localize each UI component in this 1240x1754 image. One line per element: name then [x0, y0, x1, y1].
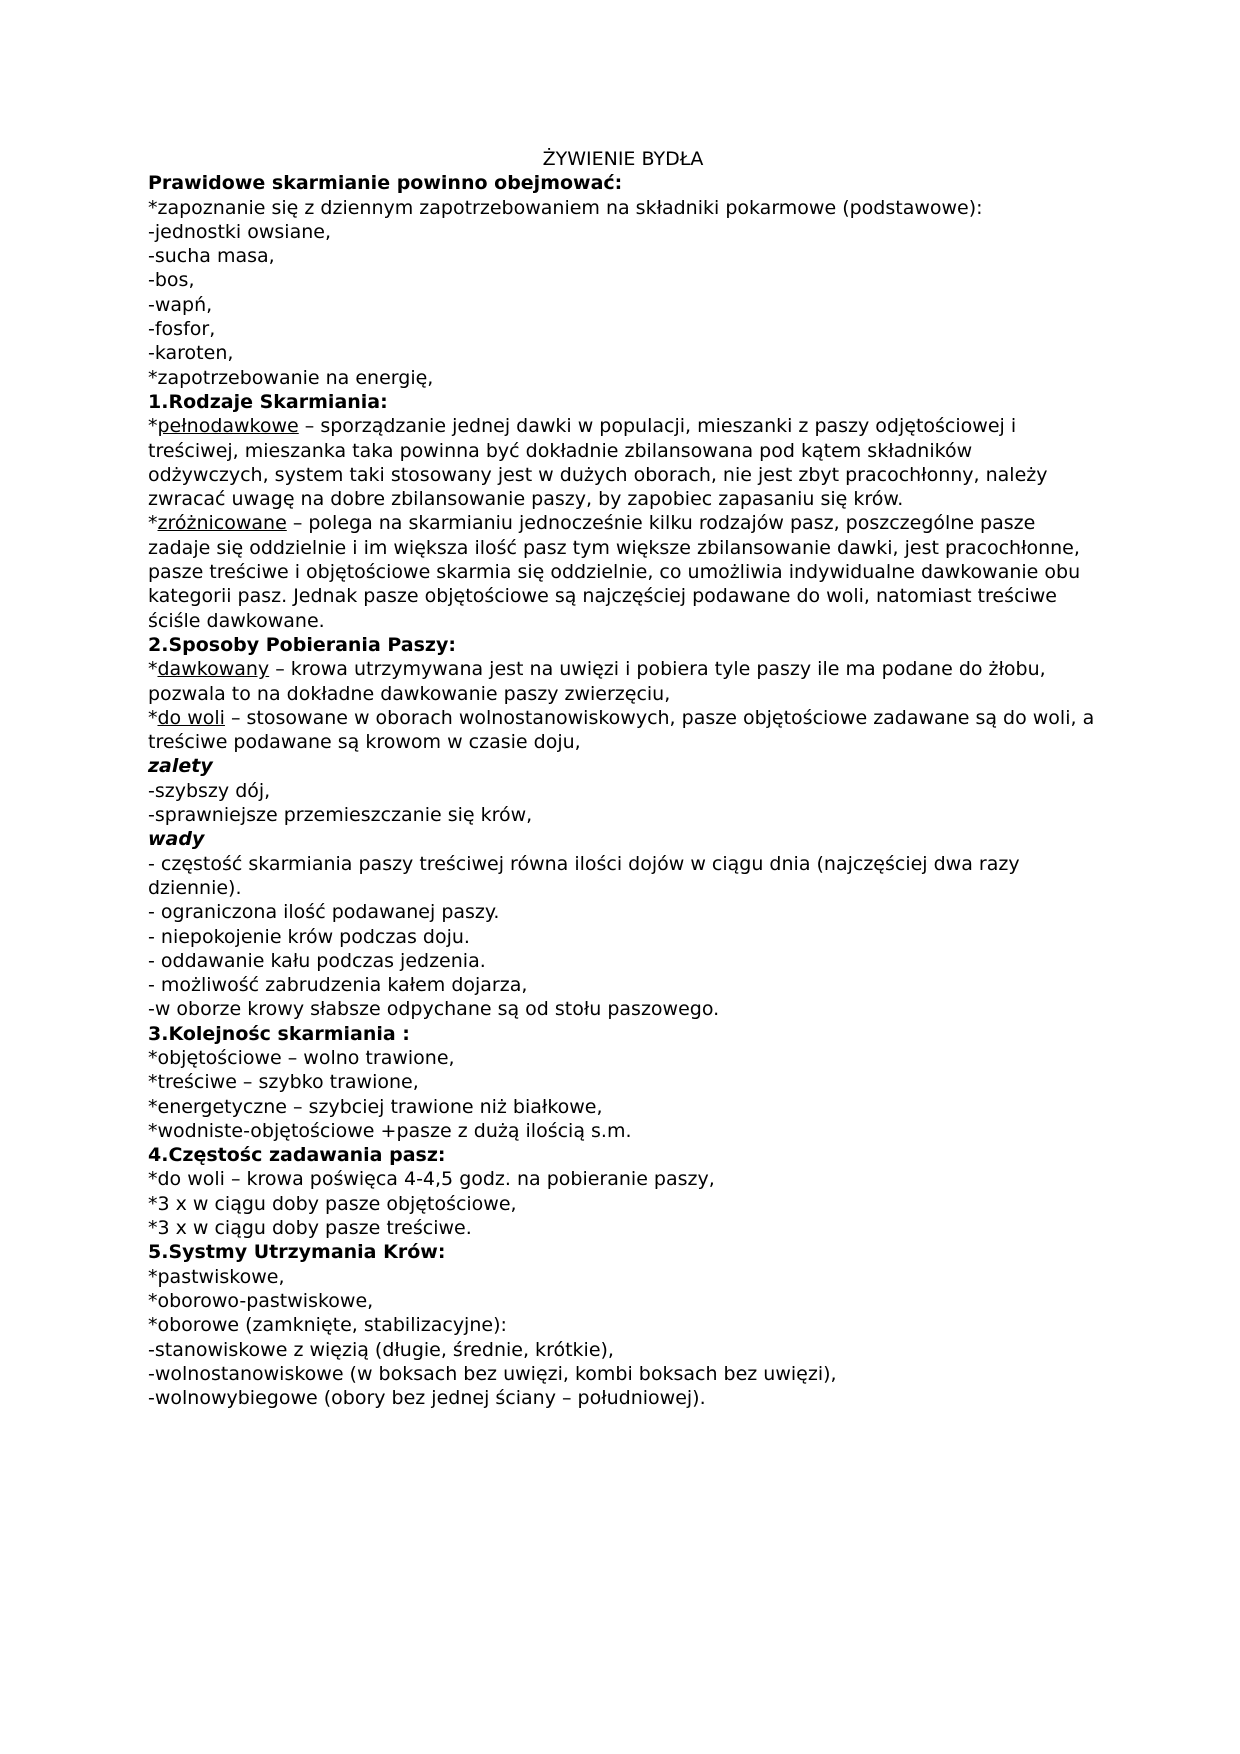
term-dawkowany: dawkowany [157, 658, 270, 681]
paragraph-text: – krowa utrzymywana jest na uwięzi i pobiera tyle paszy ile ma podane do żłobu, pozwala to na dokładne dawkowanie paszy zwierzęciu, [148, 658, 1046, 705]
section-3-item: *wodniste-objętościowe +pasze z dużą ilością s.m. [148, 1119, 632, 1142]
section-2-paragraph-2: *do woli – stosowane w oborach wolnostanowiskowych, pasze objętościowe zadawane są do woli, a treściwe podawane są krowom w czasie doju, [148, 706, 1095, 754]
section-1-paragraph-2: *zróżnicowane – polega na skarmianiu jednocześnie kilku rodzajów pasz, poszczególne pasze zadaje się oddzielnie i im większa ilość pasz tym większe zbilansowanie dawki, jest pracochłonne, pasze treściwe i objętościowe skarmia się oddzielnie, co umożliwia indywidualne dawkowanie obu kategorii pasz. Jednak pasze objętościowe są najczęściej podawane do woli, natomiast treściwe ściśle dawkowane. [148, 512, 1081, 632]
section-3-heading: 3.Kolejnośc skarmiania : [148, 1022, 410, 1045]
section-4-item: *3 x w ciągu doby pasze objętościowe, [148, 1192, 517, 1215]
document-page [148, 147, 1098, 1410]
section-3-item: *treściwe – szybko trawione, [148, 1071, 419, 1094]
section-4-item: *do woli – krowa poświęca 4-4,5 godz. na pobieranie paszy, [148, 1168, 715, 1191]
intro-line: *zapoznanie się z dziennym zapotrzebowaniem na składniki pokarmowe (podstawowe): [148, 196, 983, 219]
term-pelnodawkowe: pełnodawkowe [157, 415, 299, 438]
section-5-item: *oborowo-pastwiskowe, [148, 1289, 374, 1312]
section-5-item: -wolnowybiegowe (obory bez jednej ściany – południowej). [148, 1387, 706, 1410]
wady-item: - częstość skarmiania paszy treściwej równa ilości dojów w ciągu dnia (najczęściej dwa razy dziennie). [148, 852, 1020, 899]
section-3-item: *energetyczne – szybciej trawione niż białkowe, [148, 1095, 603, 1118]
intro-line: -karoten, [148, 342, 234, 365]
intro-line: *zapotrzebowanie na energię, [148, 366, 434, 389]
zalety-item: -sprawniejsze przemieszczanie się krów, [148, 804, 533, 827]
zalety-label: zalety [148, 755, 213, 778]
document-title: ŻYWIENIE BYDŁA [542, 148, 704, 170]
section-2-heading: 2.Sposoby Pobierania Paszy: [148, 633, 456, 656]
wady-label: wady [148, 828, 205, 851]
section-5-heading: 5.Systmy Utrzymania Krów: [148, 1241, 446, 1264]
wady-item: - możliwość zabrudzenia kałem dojarza, [148, 974, 528, 997]
intro-heading: Prawidowe skarmianie powinno obejmować: [148, 172, 623, 195]
section-4-item: *3 x w ciągu doby pasze treściwe. [148, 1217, 472, 1240]
intro-line: -sucha masa, [148, 245, 275, 268]
wady-item: - oddawanie kału podczas jedzenia. [148, 949, 486, 972]
term-zroznicowane: zróżnicowane [157, 512, 287, 535]
term-do-woli: do woli [157, 706, 225, 729]
section-4-heading: 4.Częstośc zadawania pasz: [148, 1144, 446, 1167]
section-5-item: -wolnostanowiskowe (w boksach bez uwięzi, kombi boksach bez uwięzi), [148, 1362, 837, 1385]
paragraph-text: – polega na skarmianiu jednocześnie kilku rodzajów pasz, poszczególne pasze zadaje się oddzielnie i im większa ilość pasz tym większe zbilansowanie dawki, jest pracochłonne, pasze treściwe i objętościowe skarmia się oddzielnie, co umożliwia indywidualne dawkowanie obu kategorii pasz. Jednak pasze objętościowe są najczęściej podawane do woli, natomiast treściwe ściśle dawkowane. [148, 512, 1081, 632]
paragraph-text: – stosowane w oborach wolnostanowiskowych, pasze objętościowe zadawane są do woli, a treściwe podawane są krowom w czasie doju, [148, 706, 1095, 754]
zalety-item: -szybszy dój, [148, 779, 271, 802]
intro-line: -fosfor, [148, 318, 216, 341]
intro-line: -jednostki owsiane, [148, 220, 331, 243]
section-3-item: *objętościowe – wolno trawione, [148, 1046, 455, 1069]
wady-item: -w oborze krowy słabsze odpychane są od stołu paszowego. [148, 998, 720, 1021]
intro-line: -bos, [148, 269, 195, 292]
section-1-paragraph-1: *pełnodawkowe – sporządzanie jednej dawki w populacji, mieszanki z paszy odjętościowej i treściwej, mieszanka taka powinna być dokładnie zbilansowana pod kątem składników odżywczych, system taki stosowany jest w dużych oborach, nie jest zbyt pracochłonny, należy zwracać uwagę na dobre zbilansowanie paszy, by zapobiec zapasaniu się krów. [148, 415, 1048, 511]
section-2-paragraph-1: *dawkowany – krowa utrzymywana jest na uwięzi i pobiera tyle paszy ile ma podane do żłobu, pozwala to na dokładne dawkowanie paszy zwierzęciu, [148, 658, 1046, 705]
wady-item: - niepokojenie krów podczas doju. [148, 925, 470, 948]
section-5-item: *oborowe (zamknięte, stabilizacyjne): [148, 1314, 507, 1337]
wady-item: - ograniczona ilość podawanej paszy. [148, 901, 500, 924]
intro-line: -wapń, [148, 293, 213, 316]
section-5-item: -stanowiskowe z więzią (długie, średnie, krótkie), [148, 1338, 614, 1361]
section-5-item: *pastwiskowe, [148, 1265, 285, 1288]
section-1-heading: 1.Rodzaje Skarmiania: [148, 390, 388, 413]
paragraph-text: – sporządzanie jednej dawki w populacji, mieszanki z paszy odjętościowej i treściwej, mieszanka taka powinna być dokładnie zbilansowana pod kątem składników odżywczych, system taki stosowany jest w dużych oborach, nie jest zbyt pracochłonny, należy zwracać uwagę na dobre zbilansowanie paszy, by zapobiec zapasaniu się krów. [148, 415, 1048, 511]
